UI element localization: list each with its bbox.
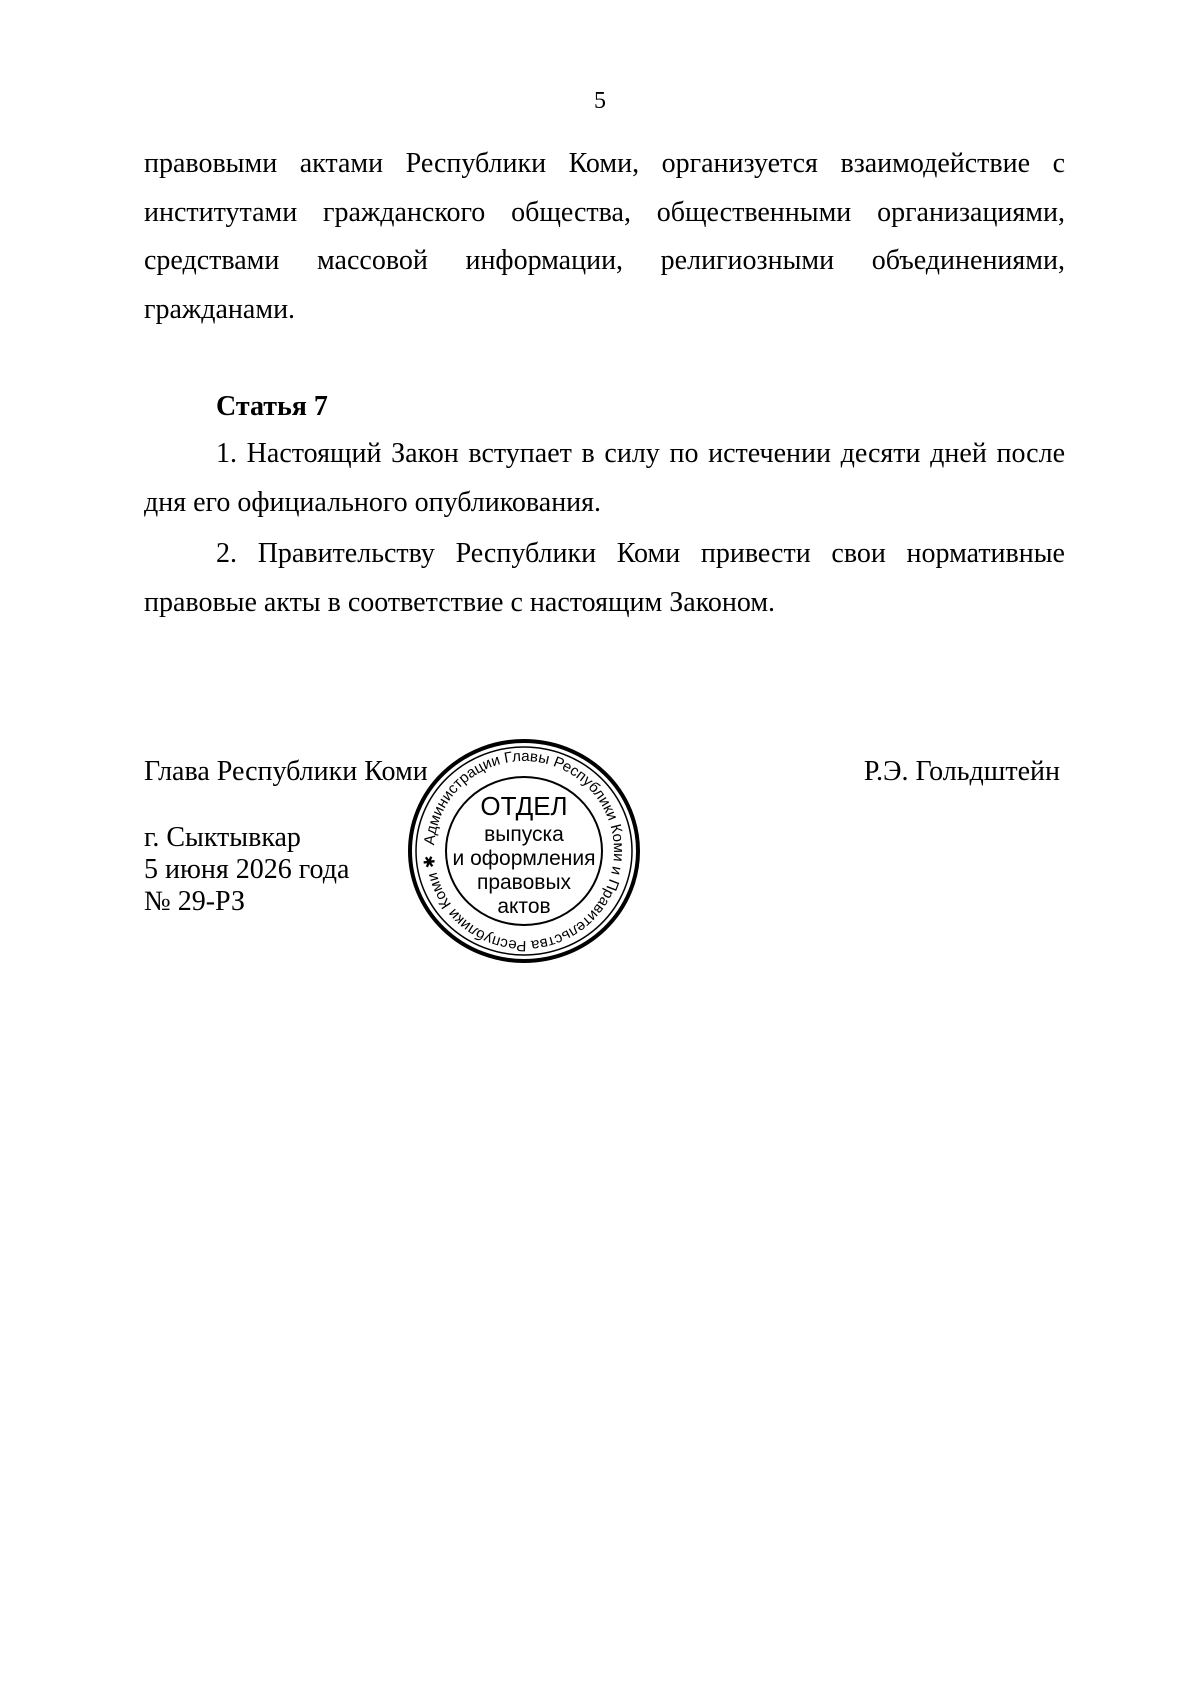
document-number: № 29-РЗ bbox=[144, 886, 245, 917]
stamp-line-3: и оформления bbox=[452, 847, 596, 870]
document-meta bbox=[144, 822, 349, 918]
stamp-ring-text: Администрации Главы Республики Коми и Правительства Республики Коми ✱ bbox=[420, 747, 628, 955]
stamp-seal-icon bbox=[404, 735, 644, 967]
item-1-paragraph: 1. Настоящий Закон вступает в силу по истечении десяти дней после дня его официального опубликования. bbox=[144, 438, 1065, 518]
stamp-line-5: актов bbox=[497, 895, 551, 918]
official-stamp bbox=[404, 735, 644, 967]
stamp-line-1: ОТДЕЛ bbox=[480, 791, 568, 821]
continuation-paragraph: правовыми актами Республики Коми, организуется взаимодействие с институтами гражданского общества, общественными организациями, средствами массовой информации, религиозными объединениями, гражданами. bbox=[144, 148, 1065, 325]
stamp-line-2: выпуска bbox=[484, 823, 564, 846]
article-title: Статья 7 bbox=[216, 391, 328, 422]
page-number: 5 bbox=[594, 88, 606, 114]
signatory-position: Глава Республики Коми bbox=[144, 756, 428, 787]
city: г. Сыктывкар bbox=[144, 822, 301, 853]
item-2-paragraph: 2. Правительству Республики Коми привести свои нормативные правовые акты в соответствие с настоящим Законом. bbox=[144, 538, 1065, 618]
stamp-line-4: правовых bbox=[476, 871, 572, 894]
date: 5 июня 2026 года bbox=[144, 854, 350, 885]
signatory-name: Р.Э. Гольдштейн bbox=[863, 756, 1060, 787]
